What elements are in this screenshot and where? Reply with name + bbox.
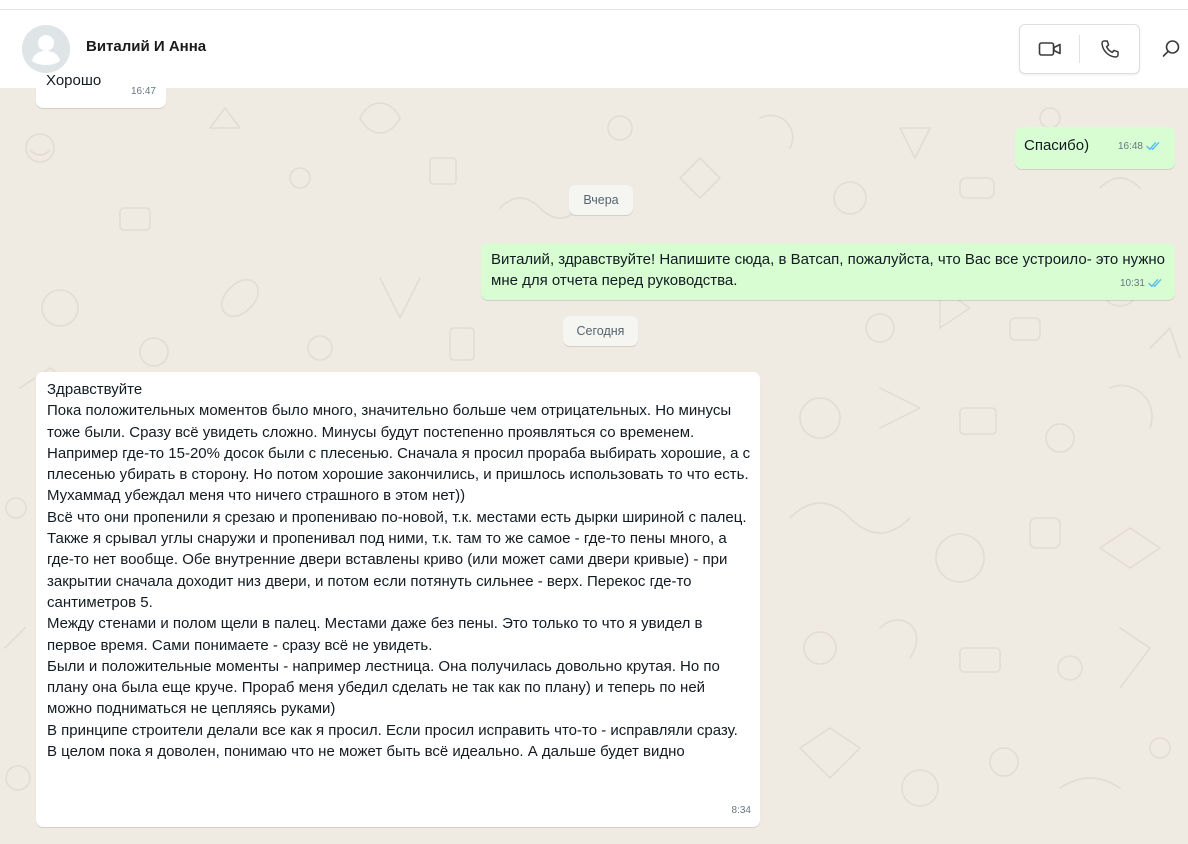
video-call-button[interactable] — [1020, 25, 1079, 73]
message-text: Спасибо) — [1024, 137, 1090, 154]
message-time: 16:47 — [130, 85, 156, 97]
date-separator: Вчера — [569, 185, 633, 215]
search-button[interactable] — [1156, 34, 1186, 64]
message-meta — [732, 800, 751, 821]
double-check-read-icon — [1148, 278, 1163, 288]
message-text: Хорошо — [46, 72, 102, 89]
video-camera-icon — [1038, 40, 1062, 58]
message-text: Виталий, здравствуйте! Напишите сюда, в Ватсап, пожалуйста, что Вас все устроило- это нужно мне для отчета перед руководства. — [491, 251, 1170, 290]
date-separator: Сегодня — [563, 316, 638, 346]
call-buttons-group — [1019, 24, 1140, 74]
chat-title[interactable]: Виталий И Анна — [86, 38, 207, 55]
message-bubble-incoming[interactable] — [36, 72, 166, 108]
message-time: 10:31 — [1119, 277, 1145, 289]
message-list[interactable] — [0, 72, 1188, 844]
message-text: Здравствуйте Пока положительных моментов было много, значительно больше чем отрицательных. Но минусы тоже были. Сразу всё увидеть сложно. Минусы будут постепенно проявляться со временем. Например где-то 15-20% досок были с плесенью. Сначала я просил прораба выбирать хорошие, а с плесенью убирать в сторону. Но потом хорошие закончились, и пришлось использовать то что есть. Мухаммад убеждал меня что ничего страшного в этом нет)) Всё что они пропенили я срезаю и пропениваю по-новой, т.к. местами есть дырки шириной с палец. Также я срывал углы снаружи и пропенивал под ними, т.к. там то же самое - где-то пены много, а где-то нет вообще. Обе внутренние двери вставлены криво (или может сами двери кривые) - при закрытии сначала доходит низ двери, и потом если потянуть сильнее - верх. Перекос где-то сантиметров 5. Между стенами и полом щели в палец. Местами даже без пены. Это только то что я увидел в первое время. Сами понимаете - сразу всё не увидеть. Были и положительные моменты - например лестница. Она получилась довольно крутая. Но по плану она была еще круче. Прораб меня убедил сделать не так как по плану) и теперь по ней можно подниматься не цепляясь руками) В принципе строители делали все как я просил. Если просил исправить что-то - исправляли сразу. В целом пока я доволен, понимаю что не может быть всё идеально. А дальше будет видно — [47, 381, 751, 761]
window-top-strip — [0, 0, 1188, 10]
message-meta — [1120, 273, 1163, 294]
message-bubble-outgoing[interactable] — [481, 243, 1175, 300]
message-time: 8:34 — [731, 804, 751, 816]
contact-avatar[interactable] — [22, 25, 70, 73]
phone-icon — [1100, 39, 1120, 59]
chat-header — [0, 10, 1188, 88]
default-user-avatar-icon — [22, 25, 70, 73]
voice-call-button[interactable] — [1080, 25, 1139, 73]
message-meta — [131, 81, 156, 102]
message-meta — [1118, 136, 1161, 157]
message-bubble-outgoing[interactable] — [1015, 127, 1175, 169]
search-icon — [1161, 39, 1181, 59]
message-bubble-incoming[interactable] — [36, 372, 760, 827]
message-time: 16:48 — [1117, 140, 1143, 152]
double-check-read-icon — [1146, 141, 1161, 151]
